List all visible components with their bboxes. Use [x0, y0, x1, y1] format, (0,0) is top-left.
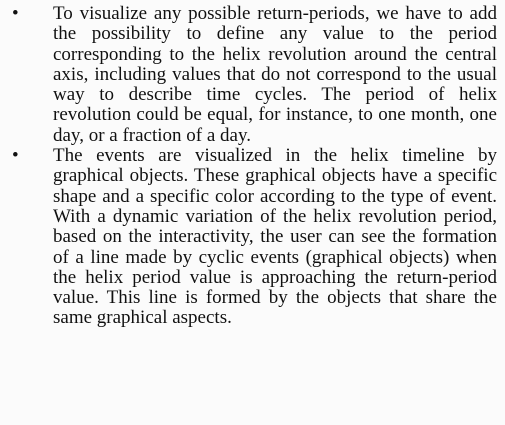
bullet-paragraph: To visualize any possible return-periods, we have to add the possibility to define any value to the period corresponding to the helix revolution around the central axis, including values that do not correspond to the usual way to describe time cycles. The period of helix revolution could be equal, for instance, to one month, one day, or a fraction of a day. [53, 3, 497, 146]
bullet-marker: • [12, 3, 19, 24]
bullet-paragraph: The events are visualized in the helix timeline by graphical objects. These graphical objects have a specific shape and a specific color according to the type of event. With a dynamic variation of the helix revolution period, based on the interactivity, the user can see the formation of a line made by cyclic events (graphical objects) when the helix period value is approaching the return-period value. This line is formed by the objects that share the same graphical aspects. [53, 145, 497, 329]
bullet-list [0, 4, 505, 329]
list-item [0, 4, 505, 146]
list-item [0, 146, 505, 329]
bullet-marker: • [12, 145, 19, 167]
